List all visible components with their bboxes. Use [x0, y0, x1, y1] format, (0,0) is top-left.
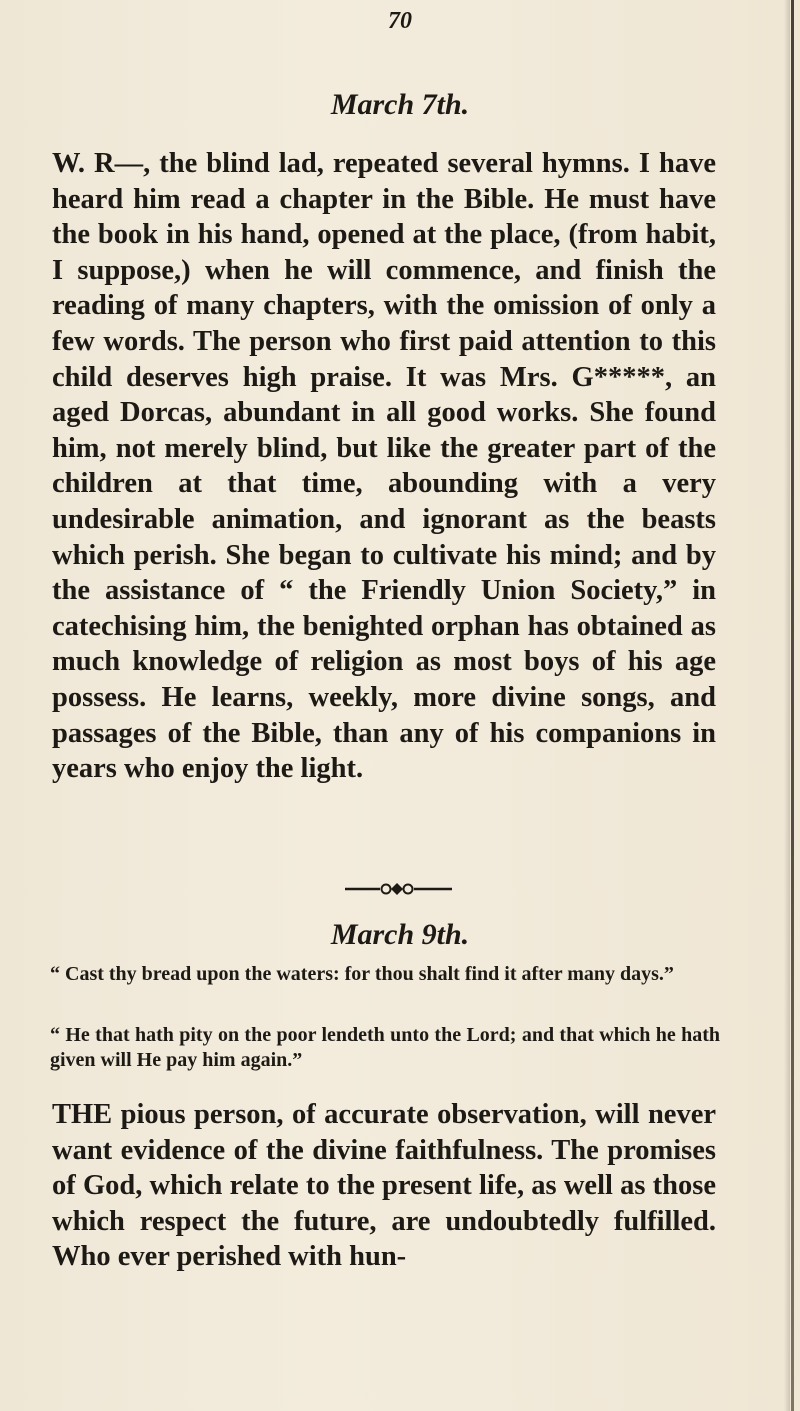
- section-divider-ornament: [0, 882, 800, 896]
- page-edge: [791, 0, 794, 1411]
- page-number: 70: [388, 8, 412, 34]
- entry-paragraph-march-7: W. R—, the blind lad, repeated several hymns. I have heard him read a chapter in the Bible. He must have the book in his hand, opened at the place, (from habit, I suppose,) when he will commence, and finish the reading of many chapters, with the omission of only a few words. The person who first paid attention to this child deserves high praise. It was Mrs. G*****, an aged Dorcas, abundant in all good works. She found him, not merely blind, but like the greater part of the children at that time, abounding with a very undesirable animation, and ignorant as the beasts which perish. She began to cultivate his mind; and by the assistance of “ the Friendly Union Society,” in catechising him, the benighted orphan has obtained as much knowledge of religion as most boys of his age possess. He learns, weekly, more divine songs, and passages of the Bible, than any of his companions in years who enjoy the light.: [52, 148, 716, 785]
- page-edge-shadow: [784, 0, 790, 1411]
- epigraph-verse-2: “ He that hath pity on the poor lendeth unto the Lord; and that which he hath given will He pay him again.”: [50, 1024, 720, 1071]
- epigraph-verse-1: “ Cast thy bread upon the waters: for thou shalt find it after many days.”: [50, 963, 674, 985]
- entry-paragraph-march-9: THE pious person, of accurate observation, will never want evidence of the divine faithfulness. The promises of God, which relate to the present life, as well as those which respect the future, are undoubtedly fulfilled. Who ever perished with hun-: [52, 1099, 716, 1273]
- entry-heading-march-7: March 7th.: [330, 88, 470, 121]
- entry-heading-march-9: March 9th.: [330, 918, 470, 951]
